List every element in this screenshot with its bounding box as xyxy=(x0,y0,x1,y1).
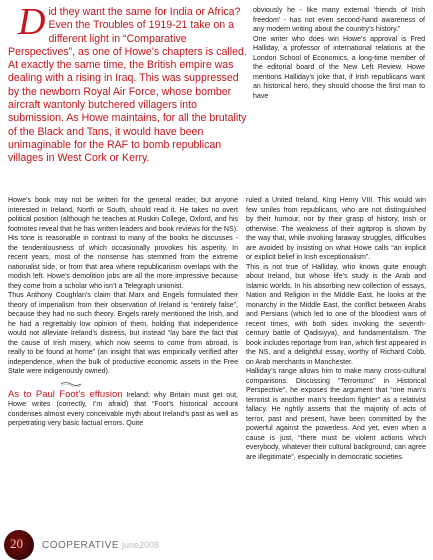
right-column xyxy=(253,6,425,101)
page-number: 20 xyxy=(10,536,23,551)
pull-quote-text: id they want the same for India or Africa? Even the Troubles of 1919-21 take on a different light in “Comparative Perspectives”, as one of Howe’s chapters is called. At exactly the same time, the British empire was dealing with a rising in Iraq. This was suppressed by the newborn Royal Air Force, whose bomber aircraft wantonly butchered villagers into submission. As Howe maintains, for all the brutality of the Black and Tans, it would have been unimaginable for the RAF to bomb republican villages in West Cork or Kerry. xyxy=(8,6,247,165)
left-column-paragraph-1: Howe’s book may not be written for the general reader, but anyone interested in Ireland, North or South, should read it. He takes no overt political position (although he teaches at Ruskin College, Oxford, and his footnotes reveal that he has written leaders and book reviews for the NS). His tone is reasonable in contrast to many of the books he discusses - the tendentiousness of which occasionally provokes his asperity. In recent years, most of the nonsense has stemmed from the extreme nationalist side, or from that area where republicanism overlaps with the modish left. Howe’s demolition jobs are all the more impressive because they come from a scholar who isn’t a Telegraph unionist. xyxy=(8,197,238,290)
left-column-paragraph-3-text: Ireland: why Britain must get out, Howe writes (correctly, I’m afraid) that “Foot’s historical account condenses almost every conceivable myth about Ireland’s past as well as perpetrating very basic factual errors. Quite xyxy=(8,391,238,427)
middle-right-column xyxy=(246,196,426,462)
wide-paragraph-2: This is not true of Halliday, who knows quite enough about Ireland, but whose life’s study is the Arab and Islamic worlds. In his absorbing new collection of essays, Nation and Religion in the Middle East, he looks at the monarchy in the Middle East, the conflict between Arabs and Persians (which led to one of the bloodiest wars of recent times, with both sides invoking the seventh-century battle of Qadisiyya), and fundamentalism. The book includes reportage from Iran, which first appeared in the NS, and a delightful essay, worthy of Richard Cobb, on Arab merchants in Manchester. xyxy=(246,263,426,366)
right-column-paragraph-1: obviously he - like many external ‘friends of Irish freedom’ - has not even second-hand awareness of any modern writing about the country’s history.” xyxy=(253,7,425,33)
right-column-paragraph-2: One writer who does win Howe’s approval is Fred Halliday, a professor of international relations at the London School of Economics, a long-time member of the editorial board of the New Left Review. Howe mentions Halliday’s joke that, if Irish republicans want an historical hero, they should choose the first man to have xyxy=(253,35,425,100)
pull-quote xyxy=(8,1,248,166)
left-column-paragraph-2: Thus Anthony Coughlan’s claim that Marx and Engels formulated their theory of imperialism from their observation of Ireland is “entirely false”, because they had no such theory. Engels rarely mentioned the Irish, and he had a regrettably low opinion of them, holding that independence would not alleviate Ireland’s distress, but instead “lay bare the fact that the cause of Irish misery, which now seems to come from abroad, is really to be found at home” (an insight that was empirically verified after independence, when the bulk of productive economic assets in the Free State were indigenously owned). xyxy=(8,292,238,375)
magazine-brand: COOPERATIVE xyxy=(42,540,119,551)
left-column-paragraph-3 xyxy=(8,390,238,429)
section-divider-icon xyxy=(60,381,82,387)
page-footer xyxy=(0,530,433,560)
issue-date: june2008 xyxy=(122,540,160,550)
drop-cap: D xyxy=(18,1,46,43)
red-lead-in: As to Paul Foot’s effusion xyxy=(8,388,123,400)
wide-paragraph-3: Halliday’s range allows him to make many cross-cultural comparisons. Discussing “Terrorisms” in Historical Perspective”, he exposes the argument that “one man’s terrorist is another man’s freedom fighter” as a relativist fallacy. He rightly asserts that the majority of acts of terror, past and present, have been committed by the powerful against the powerless. And yet, even when a cause is just, “there must be violent actions which everybody, whatever their cultural background, can agree are illegitimate”, especially in democratic societies. xyxy=(246,368,426,461)
wide-paragraph-1: ruled a United Ireland, King Henry VIII. This would win few smiles from republicans, who are not distinguished by their humour, nor by their grasp of history, Irish or otherwise. The weakness of their agitprop is shown by the way that, while invoking faraway struggles, difficulties are avoided by insisting on what Howe calls “an implicit or explicit belief in Irish exceptionalism”. xyxy=(246,197,426,261)
left-column xyxy=(8,196,238,429)
